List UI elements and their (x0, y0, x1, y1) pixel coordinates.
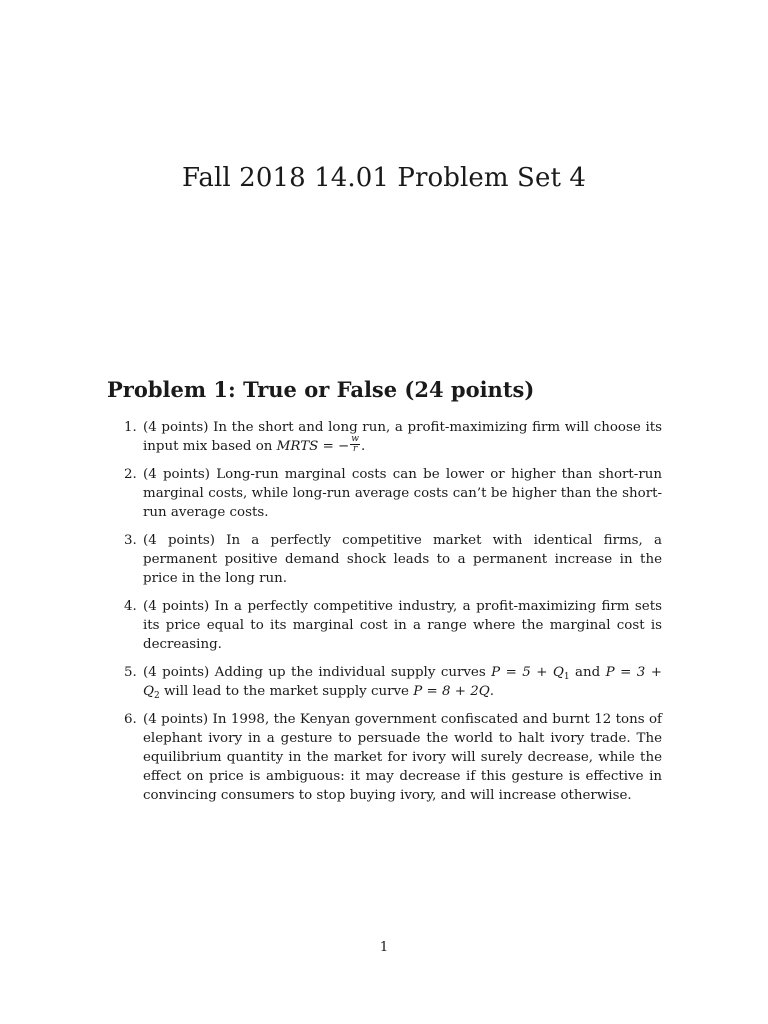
problem-item-4 (107, 597, 662, 654)
problem-item-6 (107, 710, 662, 805)
math-expression: $P = 5 + Q_1$ (491, 665, 570, 682)
math-expression: $P = 3 + Q_2$ (143, 665, 662, 701)
document-title: Fall 2018 14.01 Problem Set 4 (182, 163, 586, 193)
problem-text-end: . (489, 684, 494, 699)
problem-number: 5. (124, 665, 137, 680)
problem-item-5 (107, 663, 662, 701)
problem-item-2 (107, 465, 662, 522)
problem-number: 4. (124, 599, 137, 614)
problem-list (107, 418, 662, 814)
problem-text: (4 points) In 1998, the Kenyan government confiscated and burnt 12 tons of elephant ivory in a gesture to persuade the world to halt ivory trade. The equilibrium quantity in the market for ivory will surely decrease, while the effect on price is ambiguous: it may decrease if this gesture is effective in convincing consumers to stop buying ivory, and will increase otherwise. (143, 712, 662, 803)
problem-text: (4 points) Long-run marginal costs can be lower or higher than short-run marginal costs, while long-run average costs can’t be higher than the short-run average costs. (143, 467, 662, 520)
problem-text: and (569, 665, 606, 680)
problem-text: (4 points) In a perfectly competitive industry, a profit-maximizing firm sets its price equal to its marginal cost in a range where the marginal cost is decreasing. (143, 599, 662, 652)
problem-number: 1. (124, 420, 137, 435)
problem-item-3 (107, 531, 662, 588)
problem-number: 2. (124, 467, 137, 482)
section-heading: Problem 1: True or False (24 points) (107, 377, 535, 402)
fraction-denominator: r (352, 444, 358, 454)
problem-number: 3. (124, 533, 137, 548)
problem-text: (4 points) In a perfectly competitive market with identical firms, a permanent positive demand shock leads to a permanent increase in the price in the long run. (143, 533, 662, 586)
problem-number: 6. (124, 712, 137, 727)
page-number: 1 (379, 940, 389, 955)
fraction (350, 435, 360, 454)
problem-text: (4 points) Adding up the individual supply curves (143, 665, 492, 680)
problem-item-1 (107, 418, 662, 456)
math-expression: P = 8 + 2Q (413, 684, 490, 699)
problem-text: (4 points) In the short and long run, a profit-maximizing firm will choose its input mix based on (143, 420, 662, 454)
math-expression: MRTS = − (276, 439, 350, 454)
problem-text: will lead to the market supply curve (159, 684, 414, 699)
problem-text-end: . (361, 439, 366, 454)
fraction-numerator: w (351, 434, 359, 444)
